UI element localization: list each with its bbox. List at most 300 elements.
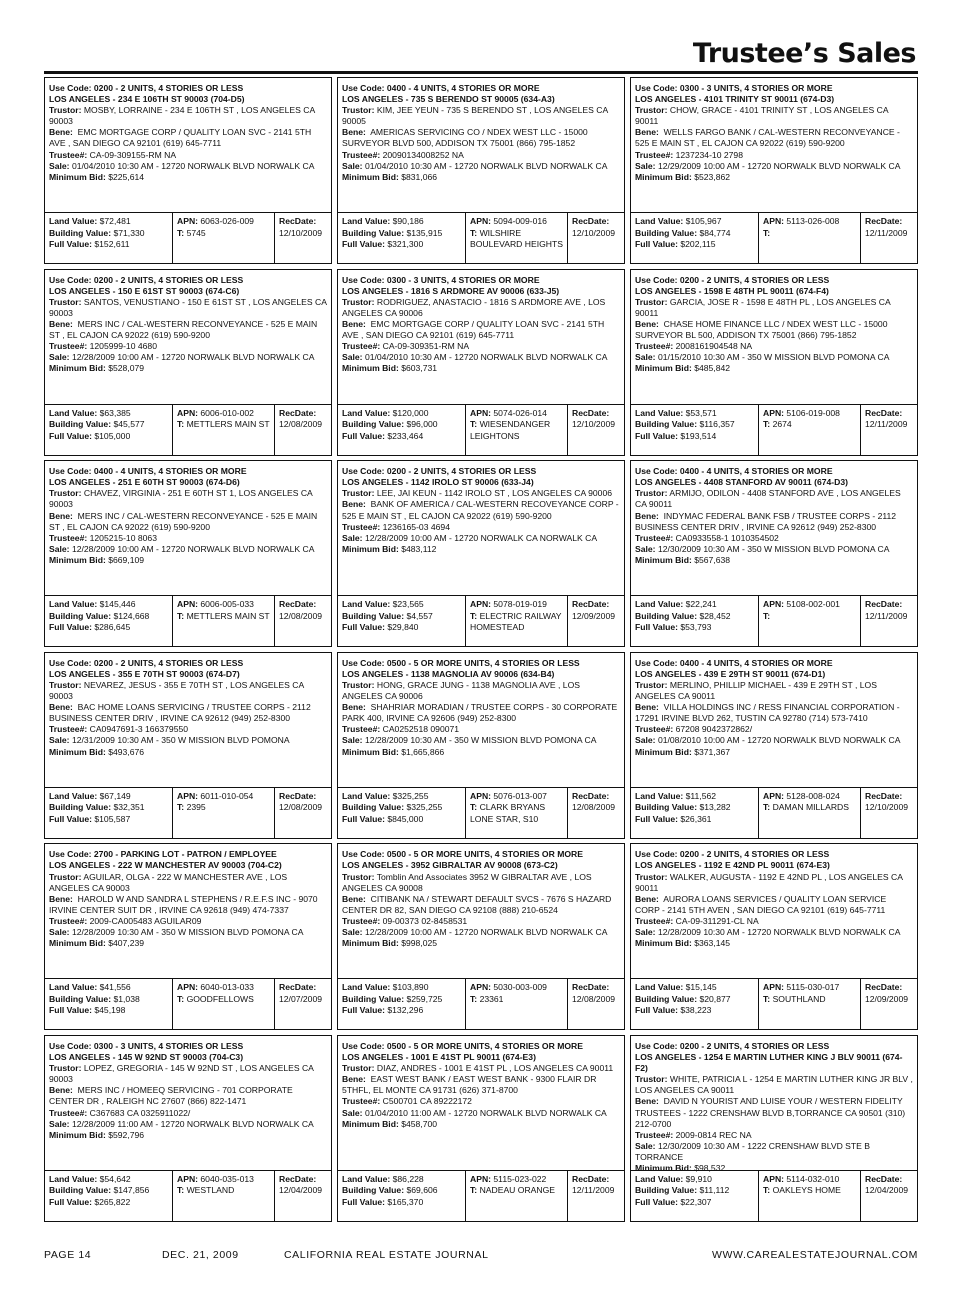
recdate-label: RecDate: [572,216,610,226]
building-value-label: Building Value: [635,227,698,238]
values-cell [631,1171,759,1221]
tract-label: T: [177,802,185,813]
trustee-label: Trustee#: [635,532,674,543]
tract-label: T: [470,993,478,1004]
minimum-bid-label: Minimum Bid: [635,938,692,949]
trustor-line [49,488,327,510]
trustor-value: GARCIA, JOSE R - 1598 E 48TH PL , LOS ANGELES CA 90011 [635,296,891,318]
full-value-line [342,622,461,634]
building-value: $11,112 [699,1185,730,1196]
full-value-label: Full Value: [342,430,385,441]
tract-label: T: [470,227,478,238]
property-address: LOS ANGELES - 234 E 106TH ST 90003 (704-D5) [49,94,245,105]
tract-value: NADEAU ORANGE [479,1185,556,1196]
trustor-line [635,297,913,319]
tract-value: 5745 [186,227,206,238]
listing-details [338,270,624,407]
values-row [338,787,624,838]
building-value-line [635,802,754,814]
trustee-line [49,341,327,352]
bene-value: WELLS FARGO BANK / CAL-WESTERN RECONVEYANCE - 525 E MAIN ST , EL CAJON CA 92022 (619) 590-9200 [635,127,900,149]
tract-line [470,994,563,1006]
tract-line [177,1185,270,1197]
use-code: Use Code: 0400 - 4 UNITS, 4 STORIES OR MORE [49,466,247,477]
minimum-bid-line [635,747,913,758]
minimum-bid-line [635,938,913,949]
trustee-line [49,916,327,927]
listing-card [44,269,332,456]
building-value: $45,577 [113,419,145,430]
trustor-label: Trustor: [635,296,668,307]
property-address: LOS ANGELES - 4101 TRINITY ST 90011 (674-D3) [635,94,835,105]
use-code: Use Code: 0200 - 2 UNITS, 4 STORIES OR LESS [635,274,830,285]
building-value-line [342,994,461,1006]
trustee-label: Trustee#: [49,1107,88,1118]
recdate-value: 12/04/2009 [279,1185,323,1196]
values-row [338,595,624,646]
land-value: $63,385 [99,407,131,418]
apn-label: APN: [763,599,785,610]
sale-line [49,161,327,172]
full-value-line [635,239,754,251]
trustee-label: Trustee#: [49,532,88,543]
listing-details [45,270,331,407]
apn-value: 5114-032-010 [786,1173,840,1184]
sale-line [49,1119,327,1130]
full-value-label: Full Value: [49,813,92,824]
land-value: $11,562 [685,790,717,801]
trustee-line [342,916,620,927]
building-value: $69,606 [406,1185,438,1196]
trustor-value: RODRIGUEZ, ANASTACIO - 1816 S ARDMORE AVE , LOS ANGELES CA 90006 [342,296,606,318]
recdate-cell [568,596,624,646]
land-value-label: Land Value: [342,599,391,610]
building-value: $1,038 [113,993,140,1004]
apn-value: 5113-026-008 [786,216,840,226]
minimum-bid-line [635,172,913,183]
bene-label: Bene: [49,510,73,521]
full-value-line [635,431,754,443]
listing-details [631,1036,917,1173]
trustee-value: CA0252518 090071 [382,724,460,735]
tract-value: METTLERS MAIN ST [186,610,270,621]
apn-cell [466,596,568,646]
building-value-label: Building Value: [342,1185,405,1196]
full-value-line [49,239,168,251]
trustee-line [635,724,913,735]
sale-label: Sale: [635,1140,656,1151]
apn-label: APN: [763,216,785,226]
trustee-line [342,341,620,352]
full-value-label: Full Value: [342,1005,385,1016]
listing-card [630,652,918,839]
sale-value: 01/04/2010 10:30 AM - 12720 NORWALK BLVD NORWALK CA [364,352,608,363]
apn-value: 6040-035-013 [200,1173,254,1184]
building-value-line [49,419,168,431]
trustee-value: CA0933558-1 1010354502 [675,532,779,543]
sale-label: Sale: [635,927,656,938]
bene-value: MERS INC / CAL-WESTERN RECONVEYANCE - 525 E MAIN ST , EL CAJON CA 92022 (619) 590-9200 [49,510,318,532]
values-row [45,404,331,455]
minimum-bid-line [342,172,620,183]
building-value-line [49,994,168,1006]
recdate-cell [568,213,624,263]
minimum-bid-value: $1,665,866 [401,746,445,757]
listing-details [45,78,331,215]
tract-line [470,802,563,825]
full-value: $152,611 [94,239,130,249]
recdate-cell [861,405,917,455]
apn-cell [759,979,861,1029]
bene-line [342,127,620,149]
recdate-label: RecDate: [865,599,903,610]
trustee-value: 1237234-10 2798 [675,149,743,160]
minimum-bid-value: $225,614 [108,171,145,182]
sale-line [635,735,913,746]
trustor-line [342,680,620,702]
apn-label: APN: [470,407,492,418]
apn-label: APN: [177,790,199,801]
minimum-bid-line [49,172,327,183]
recdate-label: RecDate: [572,790,610,801]
full-value-label: Full Value: [342,813,385,824]
trustor-line [49,1063,327,1085]
full-value-label: Full Value: [49,430,92,441]
bene-label: Bene: [635,127,659,138]
land-value-line [342,216,461,228]
bene-value: BANK OF AMERICA / CAL-WESTERN RECOVEYANCE CORP - 525 E MAIN ST , EL CAJON CA 92022 (619) 590-9200 [342,499,619,521]
full-value-label: Full Value: [49,239,92,249]
bene-line [49,319,327,341]
sale-value: 12/28/2009 10:30 AM - 12720 NORWALK BLVD NORWALK CA [657,927,901,938]
tract-line [763,1185,856,1197]
trustor-label: Trustor: [49,1063,82,1074]
tract-label: T: [177,227,185,238]
tract-value: WIESENDANGER LEIGHTONS [470,419,551,441]
recdate-cell [275,1171,331,1221]
building-value-label: Building Value: [635,1185,698,1196]
sale-label: Sale: [342,160,363,171]
values-row [631,595,917,646]
trustee-label: Trustee#: [635,915,674,926]
listing-details [631,270,917,407]
tract-value: CLARK BRYANS LONE STAR, S10 [470,802,546,824]
bene-value: EAST WEST BANK / EAST WEST BANK - 9300 FLAIR DR 5THFL, EL MONTE CA 91731 (626) 371-8700 [342,1074,597,1096]
recdate-value: 12/11/2009 [865,419,908,430]
building-value-label: Building Value: [635,419,698,430]
values-row [338,1170,624,1221]
trustor-label: Trustor: [635,1074,668,1085]
values-cell [45,596,173,646]
bene-line [342,702,620,724]
sale-label: Sale: [635,735,656,746]
sale-label: Sale: [342,735,363,746]
trustee-line [635,1130,913,1141]
recdate-label: RecDate: [865,216,903,226]
apn-cell [173,979,275,1029]
sale-label: Sale: [49,352,70,363]
apn-label: APN: [470,216,492,226]
trustee-value: 1236165-03 4694 [382,521,450,532]
listing-card [337,652,625,839]
listing-card [44,1035,332,1222]
recdate-label: RecDate: [279,407,317,418]
tract-line [177,611,270,623]
land-value: $41,556 [99,982,131,993]
trustor-line [49,872,327,894]
minimum-bid-line [49,363,327,374]
full-value-line [49,1005,168,1017]
sale-line [635,927,913,938]
land-value-label: Land Value: [635,407,684,418]
listing-details [338,461,624,598]
apn-line [470,408,563,420]
listing-card [630,843,918,1030]
recdate-cell [568,1171,624,1221]
trustor-label: Trustor: [49,296,82,307]
recdate-label: RecDate: [865,982,903,993]
land-value-line [49,599,168,611]
minimum-bid-value: $493,676 [108,746,145,757]
building-value-line [635,994,754,1006]
apn-label: APN: [763,1173,785,1184]
values-row [631,978,917,1029]
apn-cell [759,1171,861,1221]
values-row [45,212,331,263]
land-value: $72,481 [99,216,131,226]
values-cell [631,979,759,1029]
land-value-line [635,599,754,611]
use-code: Use Code: 0300 - 3 UNITS, 4 STORIES OR MORE [635,83,833,93]
bene-line [635,319,913,341]
footer-page-number: PAGE 14 [44,1249,92,1261]
tract-line [763,419,856,431]
full-value: $265,822 [94,1196,131,1207]
property-address: LOS ANGELES - 439 E 29TH ST 90011 (674-D1) [635,668,826,679]
values-cell [45,788,173,838]
listing-card [44,460,332,647]
listing-card [337,77,625,264]
building-value: $32,351 [113,802,145,813]
sale-line [49,352,327,363]
minimum-bid-value: $483,112 [401,543,437,554]
recdate-value: 12/11/2009 [865,610,908,621]
trustor-line [635,1074,913,1096]
minimum-bid-value: $528,079 [108,363,145,374]
footer-website-link[interactable]: WWW.CAREALESTATEJOURNAL.COM [712,1249,918,1261]
property-address: LOS ANGELES - 150 E 61ST ST 90003 (674-C6) [49,285,240,296]
trustor-value: WALKER, AUGUSTA - 1192 E 42ND PL , LOS ANGELES CA 90011 [635,871,903,893]
apn-line [177,982,270,994]
trustee-value: 2009-0814 REC NA [675,1129,752,1140]
land-value-label: Land Value: [635,216,684,226]
full-value: $26,361 [680,813,712,824]
land-value-line [342,791,461,803]
land-value-line [49,791,168,803]
tract-label: T: [763,1185,771,1196]
building-value-label: Building Value: [49,802,112,813]
trustor-line [342,1063,620,1074]
minimum-bid-label: Minimum Bid: [635,363,692,374]
building-value-label: Building Value: [342,610,405,621]
land-value-label: Land Value: [342,1173,391,1184]
apn-line [177,791,270,803]
bene-line [635,702,913,724]
recdate-label: RecDate: [865,790,903,801]
property-address: LOS ANGELES - 1598 E 48TH PL 90011 (674-F4) [635,285,829,296]
use-code: Use Code: 0500 - 5 OR MORE UNITS, 4 STORIES OR MORE [342,849,583,860]
apn-value: 5078-019-019 [493,599,547,610]
values-cell [631,213,759,263]
apn-cell [466,979,568,1029]
use-code: Use Code: 0200 - 2 UNITS, 4 STORIES OR LESS [635,849,830,860]
trustor-value: AGUILAR, OLGA - 222 W MANCHESTER AVE , LOS ANGELES CA 90003 [49,871,288,893]
bene-value: DAVID N YOURIST AND LUISE YOUR / WESTERN FIDELITY TRUSTEES - 1222 CRENSHAW BLVD B,TORRANCE CA 90501 (310) 212-0700 [635,1096,906,1129]
building-value: $4,557 [406,610,433,621]
apn-line [470,791,563,803]
full-value-line [635,1197,754,1209]
values-cell [338,979,466,1029]
minimum-bid-label: Minimum Bid: [49,363,106,374]
trustee-label: Trustee#: [635,724,674,735]
recdate-cell [861,1171,917,1221]
sale-label: Sale: [49,160,70,171]
land-value-line [49,982,168,994]
minimum-bid-value: $669,109 [108,554,145,565]
full-value: $22,307 [680,1196,712,1207]
land-value-label: Land Value: [342,790,391,801]
full-value-line [342,1197,461,1209]
building-value: $135,915 [406,227,443,238]
full-value-line [49,431,168,443]
recdate-value: 12/10/2009 [865,802,909,813]
bene-value: EMC MORTGAGE CORP / QUALITY LOAN SVC - 2141 5TH AVE , SAN DIEGO CA 92101 (619) 645-7711 [49,127,312,149]
apn-line [763,408,856,420]
trustee-label: Trustee#: [342,149,381,160]
trustor-label: Trustor: [635,871,668,882]
tract-line [763,611,856,623]
trustee-line [49,533,327,544]
minimum-bid-value: $98,532 [694,1163,726,1173]
bene-line [635,894,913,916]
tract-label: T: [763,419,771,430]
apn-value: 5115-030-017 [786,982,840,993]
bene-value: VILLA HOLDINGS INC / RESS FINANCIAL CORPORATION - 17291 IRVINE BLVD 262, TUSTIN CA 92780 (714) 573-7410 [635,702,900,724]
building-value: $325,255 [406,802,443,813]
listing-details [45,844,331,981]
bene-value: INDYMAC FEDERAL BANK FSB / TRUSTEE CORPS - 2112 BUSINESS CENTER DRIV , IRVINE CA 92612 (949) 252-8300 [635,510,897,532]
property-address: LOS ANGELES - 222 W MANCHESTER AV 90003 (704-C2) [49,860,282,871]
bene-line [49,1085,327,1107]
full-value: $321,300 [387,239,424,249]
building-value-label: Building Value: [49,227,112,238]
tract-line [177,419,270,431]
land-value-label: Land Value: [635,982,684,993]
values-row [631,404,917,455]
bene-label: Bene: [635,510,659,521]
listing-card [630,77,918,264]
property-address: LOS ANGELES - 1254 E MARTIN LUTHER KING J BLV 90011 (674-F2) [635,1052,903,1074]
property-address: LOS ANGELES - 145 W 92ND ST 90003 (704-C3) [49,1052,244,1063]
apn-value: 6063-026-009 [200,216,254,226]
full-value-label: Full Value: [635,1196,678,1207]
values-cell [631,596,759,646]
bene-label: Bene: [342,318,366,329]
land-value-line [635,982,754,994]
sale-value: 01/04/2010 10:30 AM - 12720 NORWALK BLVD NORWALK CA [71,160,315,171]
land-value-line [49,408,168,420]
sale-label: Sale: [635,543,656,554]
trustee-label: Trustee#: [635,149,674,160]
listings-grid [44,77,918,1227]
tract-line [470,228,563,251]
sale-label: Sale: [342,927,363,938]
minimum-bid-line [342,1119,620,1130]
trustee-value: CA-09-309351-RM NA [382,341,470,352]
sale-line [635,161,913,172]
use-code: Use Code: 0300 - 3 UNITS, 4 STORIES OR LESS [49,1040,244,1051]
full-value-line [49,622,168,634]
apn-line [763,599,856,611]
trustor-value: LEE, JAI KEUN - 1142 IROLO ST , LOS ANGELES CA 90006 [376,488,613,499]
building-value-label: Building Value: [49,419,112,430]
recdate-label: RecDate: [572,599,610,610]
sale-value: 12/30/2009 10:30 AM - 350 W MISSION BLVD POMONA CA [657,543,890,554]
listing-details [631,461,917,598]
land-value: $103,890 [392,982,429,993]
apn-line [470,982,563,994]
full-value-line [342,814,461,826]
bene-line [342,894,620,916]
land-value: $325,255 [392,790,429,801]
land-value-label: Land Value: [49,599,98,610]
minimum-bid-label: Minimum Bid: [49,938,106,949]
bene-value: EMC MORTGAGE CORP / QUALITY LOAN SVC - 2141 5TH AVE , SAN DIEGO CA 92101 (619) 645-7711 [342,318,605,341]
trustor-value: NEVAREZ, JESUS - 355 E 70TH ST , LOS ANGELES CA 90003 [49,679,304,702]
sale-value: 12/28/2009 10:00 AM - 12720 NORWALK BLVD NORWALK CA [71,543,315,554]
listing-card [630,269,918,456]
trustee-label: Trustee#: [342,1096,381,1107]
minimum-bid-value: $363,145 [694,938,731,949]
values-cell [338,1171,466,1221]
tract-value: SOUTHLAND [772,993,826,1004]
values-row [338,404,624,455]
tract-label: T: [763,610,771,621]
building-value-label: Building Value: [635,993,698,1004]
listing-details [338,1036,624,1173]
apn-line [763,1174,856,1186]
listing-card [337,843,625,1030]
trustee-label: Trustee#: [635,341,674,352]
full-value-label: Full Value: [342,1196,385,1207]
values-cell [45,213,173,263]
tract-label: T: [470,610,478,621]
trustor-line [342,872,620,894]
building-value-label: Building Value: [49,1185,112,1196]
trustee-value: 2008161904548 NA [675,341,753,352]
full-value: $193,514 [680,430,717,441]
bene-line [49,127,327,149]
sale-value: 12/31/2009 10:30 AM - 350 W MISSION BLVD POMONA [71,735,290,746]
sale-value: 12/30/2009 10:30 AM - 1222 CRENSHAW BLVD STE B TORRANCE [635,1140,871,1162]
minimum-bid-label: Minimum Bid: [635,1163,692,1173]
sale-value: 01/04/2010 10:30 AM - 12720 NORWALK BLVD NORWALK CA [364,160,608,171]
sale-value: 12/29/2009 10:00 AM - 12720 NORWALK BLVD NORWALK CA [657,160,901,171]
full-value: $165,370 [387,1196,424,1207]
recdate-cell [568,979,624,1029]
building-value-line [635,611,754,623]
sale-line [342,533,620,544]
